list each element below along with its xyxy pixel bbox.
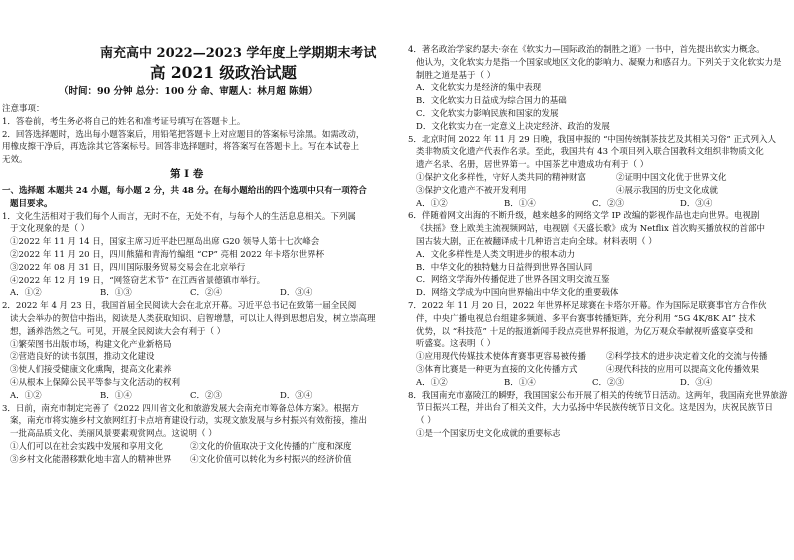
section-instruction: 一、选择题 本题共 24 小题，每小题 2 分，共 48 分。在每小题给出的四个选项中只有一项符合 (2, 186, 367, 196)
option-c[interactable]: C．②③ (190, 390, 223, 401)
question-stem: 4．著名政治学家约瑟夫·奈在《软实力—国际政治的制胜之道》一书中，首先提出软实力概念。 (408, 45, 765, 55)
question-stem: 类非物质文化遗产代表作名录。至此，我国共有 43 个项目列入联合国教科文组织非物质文化 (416, 147, 764, 158)
statement-row (408, 172, 792, 185)
option-c[interactable]: C．文化软实力影响民族和国家的发展 (416, 108, 559, 119)
option-a[interactable]: A．①② (10, 390, 42, 401)
question-stem: 3．日前，南充市制定完善了《2022 四川省文化和旅游发展大会南充市筹备总体方案》。根据方 (2, 403, 359, 414)
statement-item: ②证明中国文化优于世界文化 (616, 172, 727, 183)
option-d[interactable]: D．网络文学成为中国向世界输出中华文化的重要载体 (416, 288, 619, 299)
option-d[interactable]: D．文化软实力在一定意义上决定经济、政治的发展 (416, 121, 610, 132)
question-stem: 《扶摇》登上欧美主流视频网站，电视剧《天盛长歌》成为 Netflix 首次购买播放权的首部中 (416, 224, 765, 235)
option-d[interactable]: D．③④ (680, 198, 713, 209)
question-stem: 国古装大剧，正在被翻译成十几种语言走向全球。材料表明（ ） (416, 236, 657, 247)
statement-item: ④现代科技的应用可以提高文化传播效果 (606, 364, 760, 375)
notes-line: 2．回答选择题时，选出每小题答案后，用铅笔把答题卡上对应题目的答案标号涂黑。如需改动， (2, 129, 365, 140)
question-stem: 6．伴随着网文出海的不断升级，越来越多的网络文学 IP 改编的影视作品也走向世界。电视剧 (408, 211, 760, 222)
question-stem: 案，南充市将实施乡村文旅网红打卡点培育建设行动，实现文旅发展与乡村振兴有效衔接，推出 (10, 416, 368, 427)
statement-item: ③保护文化遗产不被开发利用 (416, 185, 527, 196)
option-c[interactable]: C．网络文学海外传播促进了世界各国文明交流互鉴 (416, 275, 610, 286)
question-stem: 5．北京时间 2022 年 11 月 29 日晚，我国申报的 “中国传统制茶技艺及其相关习俗” 正式列入人 (408, 134, 776, 145)
notes-heading: 注意事项： (2, 104, 45, 114)
option-a[interactable]: A．①② (10, 288, 42, 299)
option-b[interactable]: B．①③ (100, 288, 132, 299)
question-4 (408, 44, 792, 134)
notes-line: 1．答卷前，考生务必将自己的姓名和准考证号填写在答题卡上。 (2, 116, 246, 127)
statement-item: ①保护文化多样性，守好人类共同的精神财富 (416, 172, 587, 183)
statement-item: ④2022 年 12 月 19 日，“网签窃艺术节” 在江西省景德镇市举行。 (10, 275, 266, 286)
answer-options (2, 390, 388, 403)
section-title: 第 I 卷 (170, 168, 204, 180)
statement-item: ①繁荣图书出版市场，构建文化产业新格局 (10, 339, 172, 350)
notes-line: 用橡皮擦干净后，再选涂其它答案标号。回答非选择题时，将答案写在答题卡上。写在本试卷上 (2, 142, 360, 153)
exam-subtitle: 高 2021 级政治试题 (150, 63, 297, 82)
question-stem: 遗产名录、名册，居世界第一。中国茶艺申遗成功有利于（ ） (416, 160, 649, 171)
question-stem: 制胜之道是基于（ ） (416, 70, 496, 81)
statement-item: ④从根本上保障公民平等参与文化活动的权利 (10, 377, 181, 388)
statement-item: ③乡村文化能潜移默化地丰富人的精神世界 (10, 454, 172, 465)
question-stem: （ ） (416, 416, 436, 427)
statement-item: ①人们可以在社会实践中发展和享用文化 (10, 441, 164, 452)
question-stem: 1．文化生活相对于我们每个人而言，无时不在，无处不有，与每个人的生活息息相关。下列属 (2, 211, 356, 222)
statement-item: ④文化价值可以转化为乡村振兴的经济价值 (190, 454, 352, 465)
statement-item: ②营造良好的读书氛围，推动文化建设 (10, 352, 155, 363)
question-1 (2, 211, 388, 301)
question-stem: 节日振兴工程，并出台了相关文件，大力弘扬中华民族传统节日文化。这是因为，庆祝民族节日 (416, 403, 774, 414)
question-5 (408, 134, 792, 211)
question-8 (408, 390, 792, 441)
statement-row (408, 364, 792, 377)
exam-meta: （时间：90 分钟 总分：100 分 命、审题人：林月超 陈娟） (59, 86, 318, 97)
statement-item: ②2022 年 11 月 20 日，四川熊猫和青海竹编组 “CP” 亮相 2022 年卡塔尔世界杯 (10, 249, 325, 260)
left-column (2, 185, 388, 467)
question-stem: 于文化现象的是（ ） (10, 224, 90, 235)
question-stem: 他认为，文化软实力是指一个国家或地区文化的影响力、凝聚力和感召力。下列关于文化软实力是 (416, 57, 782, 68)
exam-title: 南充高中 2022—2023 学年度上学期期末考试 (100, 46, 377, 61)
statement-item: ④展示我国的历史文化成就 (616, 185, 719, 196)
answer-options (408, 198, 792, 211)
question-2 (2, 300, 388, 402)
option-b[interactable]: B．中华文化的独特魅力日益得到世界各国认同 (416, 262, 593, 273)
statement-row (408, 351, 792, 364)
question-stem: 想，涵养浩然之气。可见，开展全民阅读大会有利于（ ） (10, 326, 226, 337)
question-7 (408, 300, 792, 390)
statement-item: ②文化的价值取决于文化传播的广度和深度 (190, 441, 352, 452)
option-a[interactable]: A．文化多样性是人类文明进步的根本动力 (416, 249, 576, 260)
question-stem: 优势，以 “科技范” 十足的报道新闻手段点亮世界杯报道，为亿万观众奉献视听盛宴享受和 (416, 326, 754, 337)
question-6 (408, 210, 792, 300)
section-instruction: 题目要求。 (10, 198, 53, 209)
statement-row (408, 185, 792, 198)
notes-line: 无效。 (2, 155, 28, 166)
option-b[interactable]: B．①④ (100, 390, 132, 401)
statement-row (2, 454, 388, 467)
statement-item: ③使人们接受健康文化熏陶，提高文化素养 (10, 365, 172, 376)
statement-item: ③2022 年 08 月 31 日，四川国际服务贸易交易会在北京举行 (10, 262, 246, 273)
statement-row (2, 441, 388, 454)
option-d[interactable]: D．③④ (280, 288, 313, 299)
option-b[interactable]: B．①④ (504, 377, 536, 388)
option-d[interactable]: D．③④ (280, 390, 313, 401)
question-stem: 读大会举办的贺信中指出，阅读是人类获取知识、启智增慧，可以让人得到思想启发，树立崇高理 (10, 313, 376, 324)
statement-item: ①应用现代传媒技术使体育赛事更容易被传播 (416, 352, 587, 363)
statement-item: ①2022 年 11 月 14 日，国家主席习近平赴巴厘岛出席 G20 领导人第十七次峰会 (10, 237, 320, 248)
question-stem: 2．2022 年 4 月 23 日，我国首届全民阅读大会在北京开幕。习近平总书记在致第一届全民阅 (2, 301, 357, 312)
statement-item: ③体育比赛是一种更为直接的文化传播方式 (416, 364, 578, 375)
option-c[interactable]: C．②③ (592, 377, 625, 388)
question-3 (2, 403, 388, 467)
option-a[interactable]: A．文化软实力是经济的集中表现 (416, 83, 542, 94)
right-column (408, 44, 792, 441)
option-a[interactable]: A．①② (416, 198, 448, 209)
statement-item: ②科学技术的进步决定着文化的交流与传播 (606, 352, 768, 363)
statement-item: ①是一个国家历史文化成就的重要标志 (416, 428, 561, 439)
option-c[interactable]: C．②③ (592, 198, 625, 209)
option-d[interactable]: D．③④ (680, 377, 713, 388)
question-stem: 伴，中央广播电视总台组建多频道、多平台赛事转播矩阵，充分利用 “5G 4K/8K AI” 技术 (416, 313, 756, 324)
question-stem: 8．我国南充市嘉陵江的瞬野，我国国家公布开展了相关的传统节日活动。这两年，我国南充世界旅游 (408, 390, 788, 401)
notes (2, 103, 388, 167)
option-a[interactable]: A．①② (416, 377, 448, 388)
answer-options (2, 287, 388, 300)
question-stem: 一批高品质文化、美丽风景要素观赏网点。这说明（ ） (10, 429, 217, 440)
question-stem: 听盛宴。这表明（ ） (416, 339, 496, 350)
option-c[interactable]: C．②④ (190, 288, 223, 299)
option-b[interactable]: B．①④ (504, 198, 536, 209)
question-stem: 7．2022 年 11 月 20 日，2022 年世界杯足球赛在卡塔尔开幕。作为国际足联赛事官方合作伙 (408, 300, 767, 311)
answer-options (408, 377, 792, 390)
option-b[interactable]: B．文化软实力日益成为综合国力的基础 (416, 96, 567, 107)
